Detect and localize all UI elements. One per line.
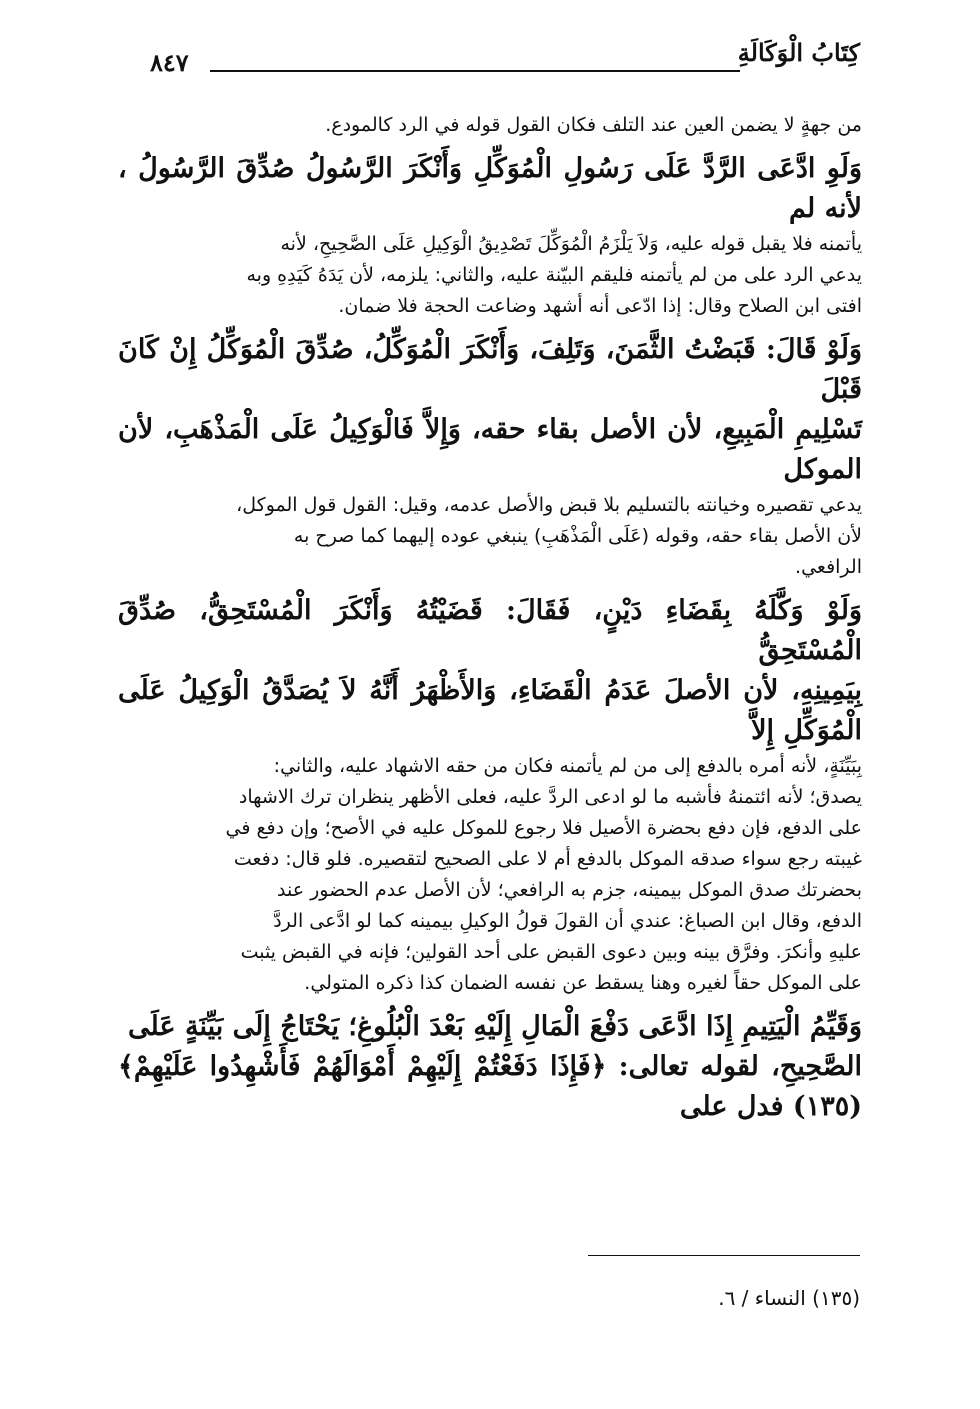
paragraph-spacer (118, 322, 862, 330)
commentary-line: من جهةٍ لا يضمن العين عند التلف فكان القول قوله في الرد كالمودع. (325, 114, 862, 136)
commentary-line: غيبته رجع سواء صدقه الموكل بالدفع أم لا على الصحيح لتقصيره. فلو قال: دفعت (233, 848, 862, 870)
commentary-line: بِبَيِّنَةٍ، لأنه أمره بالدفع إلى من لم يأتمنه فكان من حقه الاشهاد عليه، والثاني: (273, 755, 862, 777)
matn-line: وَلَوْ قَالَ: قَبَضْتُ الثَّمَنَ، وَتَلِفَ، وَأَنْكَرَ الْمُوَكِّلُ، صُدِّقَ الْمُوَكِّلُ إِنْ كَانَ قَبْلَ (118, 334, 862, 405)
footnote: (١٣٥) النساء / ٦. (718, 1286, 860, 1310)
commentary-line: يصدق؛ لأنه ائتمنهُ فأشبه ما لو ادعى الردَّ عليه، فعلى الأظهر ينظران ترك الاشهاد (238, 786, 862, 808)
paragraph-spacer (118, 999, 862, 1007)
footnote-rule (588, 1255, 860, 1256)
page-body (118, 110, 862, 1127)
page-header (150, 38, 860, 78)
page-number: ٨٤٧ (150, 48, 189, 77)
commentary-line: يدعي تقصيره وخيانته بالتسليم بلا قبض والأصل عدمه، وقيل: القول قول الموكل، (236, 494, 862, 516)
matn-line: وَقَيِّمُ الْيَتِيمِ إِذَا ادَّعَى دَفْعَ الْمَالِ إِلَيْهِ بَعْدَ الْبُلُوغِ؛ يَحْتَاجُ إِلَى بَيِّنَةٍ عَلَى (128, 1011, 862, 1042)
commentary-line: يأتمنه فلا يقبل قوله عليه، وَلاَ يَلْزَمُ الْمُوَكِّلَ تَصْدِيقُ الْوَكِيلِ عَلَى الصَّحِيحِ، لأنه (280, 233, 862, 255)
commentary-line: الدفع، وقال ابن الصباغ: عندي أن القولَ قولُ الوكيلِ بيمينه كما لو ادَّعى الردَّ (273, 910, 862, 932)
paragraph-spacer (118, 583, 862, 591)
commentary-line: لأن الأصل بقاء حقه، وقوله (عَلَى الْمَذْهَبِ) ينبغي عوده إليهما كما صرح به (293, 525, 862, 547)
commentary-line: بحضرتك صدق الموكل بيمينه، جزم به الرافعي؛ لأن الأصل عدم الحضور عند (277, 879, 862, 901)
commentary-line: افتى ابن الصلاح وقال: إذا ادّعى أنه أشهد وضاعت الحجة فلا ضمان. (338, 295, 862, 317)
commentary-line: يدعي الرد على من لم يأتمنه فليقم البيّنة عليه، والثاني: يلزمه، لأن يَدَهُ كَيَدِهِ وبه (246, 264, 862, 286)
matn-line: بِيَمِينِهِ، لأن الأصلَ عَدَمُ الْقَضَاءِ، وَالأَظْهَرُ أَنَّهُ لاَ يُصَدَّقُ الْوَكِيلُ عَلَى الْمُوَكِّلِ إِلاَّ (118, 675, 862, 746)
matn-line: وَلَوْ وَكَّلَهُ بِقَضَاءِ دَيْنٍ، فَقَالَ: قَضَيْتُهُ وَأَنْكَرَ الْمُسْتَحِقُّ، صُدِّقَ الْمُسْتَحِقُّ (118, 595, 862, 666)
matn-line: تَسْلِيمِ الْمَبِيعِ، لأن الأصل بقاء حقه، وَإِلاَّ فَالْوَكِيلُ عَلَى الْمَذْهَبِ، لأن الموكل (118, 414, 862, 485)
commentary-line: على الدفع، فإن دفع بحضرة الأصيل فلا رجوع للموكل عليه في الأصح؛ وإن دفع في (225, 817, 862, 839)
matn-line: وَلَوِ ادَّعَى الرَّدَّ عَلَى رَسُولِ الْمُوَكِّلِ وَأَنْكَرَ الرَّسُولُ صُدِّقَ الرَّسُولُ ، لأنه لم (118, 153, 862, 224)
commentary-line: عليهِ وأنكرَ. وفرَّق بينه وبين دعوى القبض على أحد القولين؛ فإنه في القبض يثبت (240, 941, 862, 963)
chapter-title: كِتَابُ الْوَكَالَةِ (737, 38, 860, 67)
header-rule (210, 70, 740, 72)
paragraph-spacer (118, 141, 862, 149)
commentary-line: على الموكل حقاً لغيره وهنا يسقط عن نفسه الضمان كذا ذكره المتولي. (304, 972, 862, 994)
commentary-line: الرافعي. (795, 556, 862, 578)
matn-line: الصَّحِيحِ، لقوله تعالى: ﴿فَإِذَا دَفَعْتُمْ إِلَيْهِمْ أَمْوَالَهُمْ فَأَشْهِدُوا عَلَيْهِمْ﴾(١٣٥) فدل على (118, 1051, 862, 1122)
